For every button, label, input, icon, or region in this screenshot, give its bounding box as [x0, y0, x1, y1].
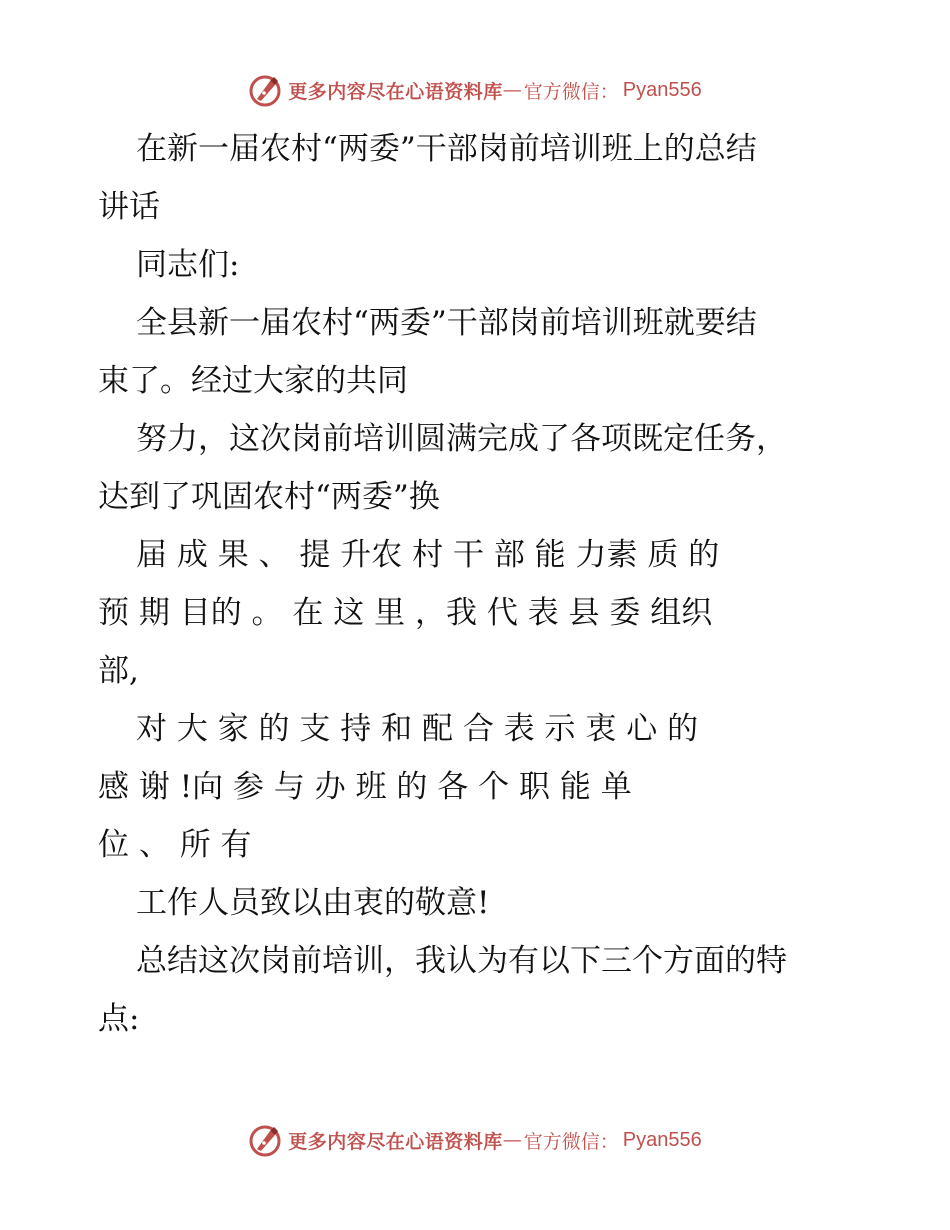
banner-wechat-label: 官方微信： — [523, 1130, 619, 1153]
paragraph-line: 达到了巩固农村“两委”换 — [98, 479, 440, 515]
banner-wechat-label: 官方微信： — [523, 80, 619, 103]
title-line-2: 讲话 — [98, 189, 160, 225]
pen-nib-logo-icon — [248, 73, 282, 107]
paragraph-line: 努力，这次岗前培训圆满完成了各项既定任务， — [136, 421, 787, 457]
salutation: 同志们: — [136, 247, 240, 283]
paragraph-line: 工作人员致以由衷的敬意! — [136, 885, 490, 921]
paragraph-line: 对 大 家 的 支 持 和 配 合 表 示 衷 心 的 — [136, 711, 699, 747]
document-body — [98, 120, 850, 1048]
banner-wechat-id: Pyan556 — [622, 1128, 702, 1151]
paragraph-line: 点: — [98, 1001, 140, 1037]
pen-nib-logo-icon — [248, 1123, 282, 1157]
header-banner — [0, 70, 950, 110]
paragraph-line: 位 、 所 有 — [98, 827, 252, 863]
paragraph-line: 部, — [98, 653, 139, 689]
banner-text: 更多内容尽在心语资料库 — [288, 80, 503, 103]
banner-separator: — — [502, 79, 522, 101]
banner-wechat-id: Pyan556 — [622, 78, 702, 101]
paragraph-line: 束了。经过大家的共同 — [98, 363, 408, 399]
footer-banner — [0, 1120, 950, 1160]
title-line-1: 在新一届农村“两委”干部岗前培训班上的总结 — [136, 131, 757, 167]
banner-text: 更多内容尽在心语资料库 — [288, 1130, 503, 1153]
paragraph-line: 预 期 目的 。 在 这 里 ，我 代 表 县 委 组织 — [98, 595, 713, 631]
paragraph-line: 全县新一届农村“两委”干部岗前培训班就要结 — [136, 305, 757, 341]
paragraph-line: 届 成 果 、 提 升农 村 干 部 能 力素 质 的 — [136, 537, 720, 573]
paragraph-line: 感 谢 !向 参 与 办 班 的 各 个 职 能 单 — [98, 769, 632, 805]
banner-separator: — — [502, 1129, 522, 1151]
paragraph-line: 总结这次岗前培训，我认为有以下三个方面的特 — [136, 943, 787, 979]
